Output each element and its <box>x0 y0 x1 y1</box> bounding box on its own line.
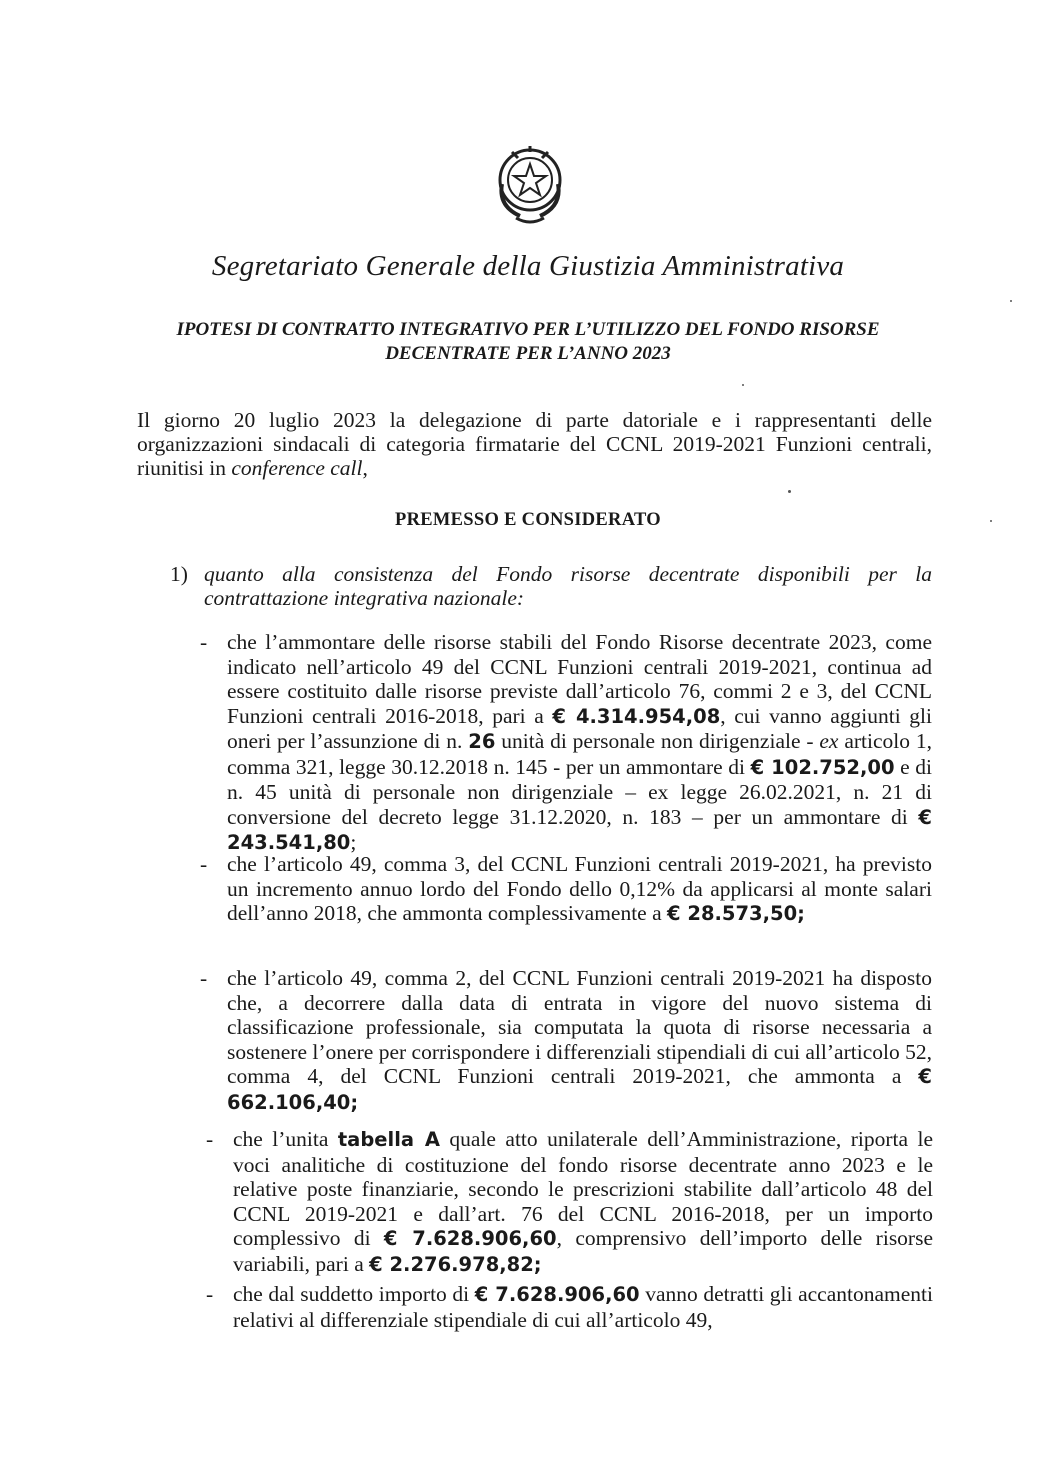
item-text: quale atto unilaterale dell’Amministrazione, riporta le voci analitiche di costituzione del fondo risorse decentrate anno 2023 e le relative poste finanziarie, secondo le prescrizioni stabilite dall’articolo 48 del CCNL 2019-2021 e dall’art. 76 del CCNL 2016-2018, per un importo complessivo di <box>233 1127 933 1250</box>
list-item-1 <box>200 630 933 856</box>
title-line-2: DECENTRATE PER L’ANNO 2023 <box>385 343 671 364</box>
item-text: e di n. 45 unità di personale non dirigenziale – ex legge 26.02.2021, n. 21 di conversione del decreto legge 31.12.2020, n. 183 – per un ammontare di <box>227 754 932 829</box>
point-number: 1) <box>170 562 188 586</box>
title-line-1: IPOTESI DI CONTRATTO INTEGRATIVO PER L’UTILIZZO DEL FONDO RISORSE <box>176 319 880 340</box>
scan-speck <box>990 520 992 522</box>
document-title <box>120 318 936 366</box>
table-reference-bold: tabella A <box>337 1128 440 1151</box>
amount-bold: € 243.541,80 <box>227 805 932 854</box>
amount-bold: € 102.752,00 <box>750 755 895 779</box>
amount-bold: € 7.628.906,60 <box>383 1227 557 1250</box>
item-text: ; <box>350 830 357 854</box>
item-text: che dal suddetto importo di <box>233 1282 475 1306</box>
scan-speck <box>788 490 791 493</box>
intro-italic: conference call <box>231 456 363 480</box>
item-text: che l’ammontare delle risorse stabili del Fondo Risorse decentrate 2023, come indicato nell’articolo 49 del CCNL Funzioni centrali 2019-2021, continua ad essere costituito dalle risorse previste dall’articolo 76, commi 2 e 3, del CCNL Funzioni centrali 2016-2018, pari a <box>227 630 932 728</box>
item-text: che l’articolo 49, comma 3, del CCNL Funzioni centrali 2019-2021, ha previsto un incremento annuo lordo del Fondo dello 0,12% da applicarsi al monte salari dell’anno 2018, che ammonta complessivamente a <box>227 852 932 925</box>
item-text: , cui vanno aggiunti gli oneri per l’assunzione di n. <box>227 703 933 753</box>
amount-bold: € 4.314.954,08 <box>552 704 721 728</box>
list-item-2 <box>200 852 932 927</box>
list-dash: - <box>200 966 208 990</box>
intro-end: , <box>362 456 368 480</box>
item-text: che l’unita <box>233 1127 338 1151</box>
amount-bold: € 662.106,40; <box>227 1065 932 1114</box>
amount-bold: € 7.628.906,60 <box>474 1283 640 1306</box>
list-item-3 <box>200 966 932 1115</box>
point-1 <box>170 562 932 610</box>
item-text: articolo 1, comma 321, legge 30.12.2018 n. 145 - per un ammontare di <box>227 729 932 779</box>
intro-paragraph <box>137 408 932 480</box>
count-bold: 26 <box>468 730 496 753</box>
item-text: che l’articolo 49, comma 2, del CCNL Funzioni centrali 2019-2021 ha disposto che, a decorrere dalla data di entrata in vigore del nuovo sistema di classificazione professionale, sia computata la quota di risorse necessaria a sostenere l’onere per corrispondere i differenziali stipendiali di cui all’articolo 52, comma 4, del CCNL Funzioni centrali 2019-2021, che ammonta a <box>227 966 932 1088</box>
intro-text: Il giorno 20 luglio 2023 la delegazione di parte datoriale e i rappresentanti delle organizzazioni sindacali di categoria firmatarie del CCNL 2019-2021 Funzioni centrali, riunitisi in <box>137 408 932 480</box>
italian-republic-emblem <box>490 140 570 226</box>
list-dash: - <box>206 1282 214 1306</box>
list-dash: - <box>206 1127 214 1151</box>
list-item-5 <box>206 1282 933 1332</box>
list-dash: - <box>200 630 208 654</box>
scan-speck <box>742 384 744 386</box>
list-dash: - <box>200 852 208 876</box>
scan-speck <box>1010 300 1012 302</box>
point-text: quanto alla consistenza del Fondo risorse decentrate disponibili per la contrattazione integrativa nazionale: <box>204 562 932 610</box>
item-text: , comprensivo dell’importo delle risorse variabili, pari a <box>233 1226 934 1276</box>
item-text: unità di personale non dirigenziale - <box>495 729 820 753</box>
section-heading: PREMESSO E CONSIDERATO <box>395 510 661 530</box>
amount-bold: € 28.573,50; <box>667 902 805 925</box>
list-item-4 <box>206 1127 934 1277</box>
item-text: vanno detratti gli accantonamenti relativi al differenziale stipendiale di cui all’articolo 49, <box>233 1282 933 1332</box>
organization-heading: Segretariato Generale della Giustizia Amministrativa <box>211 250 845 282</box>
amount-bold: € 2.276.978,82; <box>369 1252 542 1276</box>
item-italic: ex <box>819 729 839 753</box>
